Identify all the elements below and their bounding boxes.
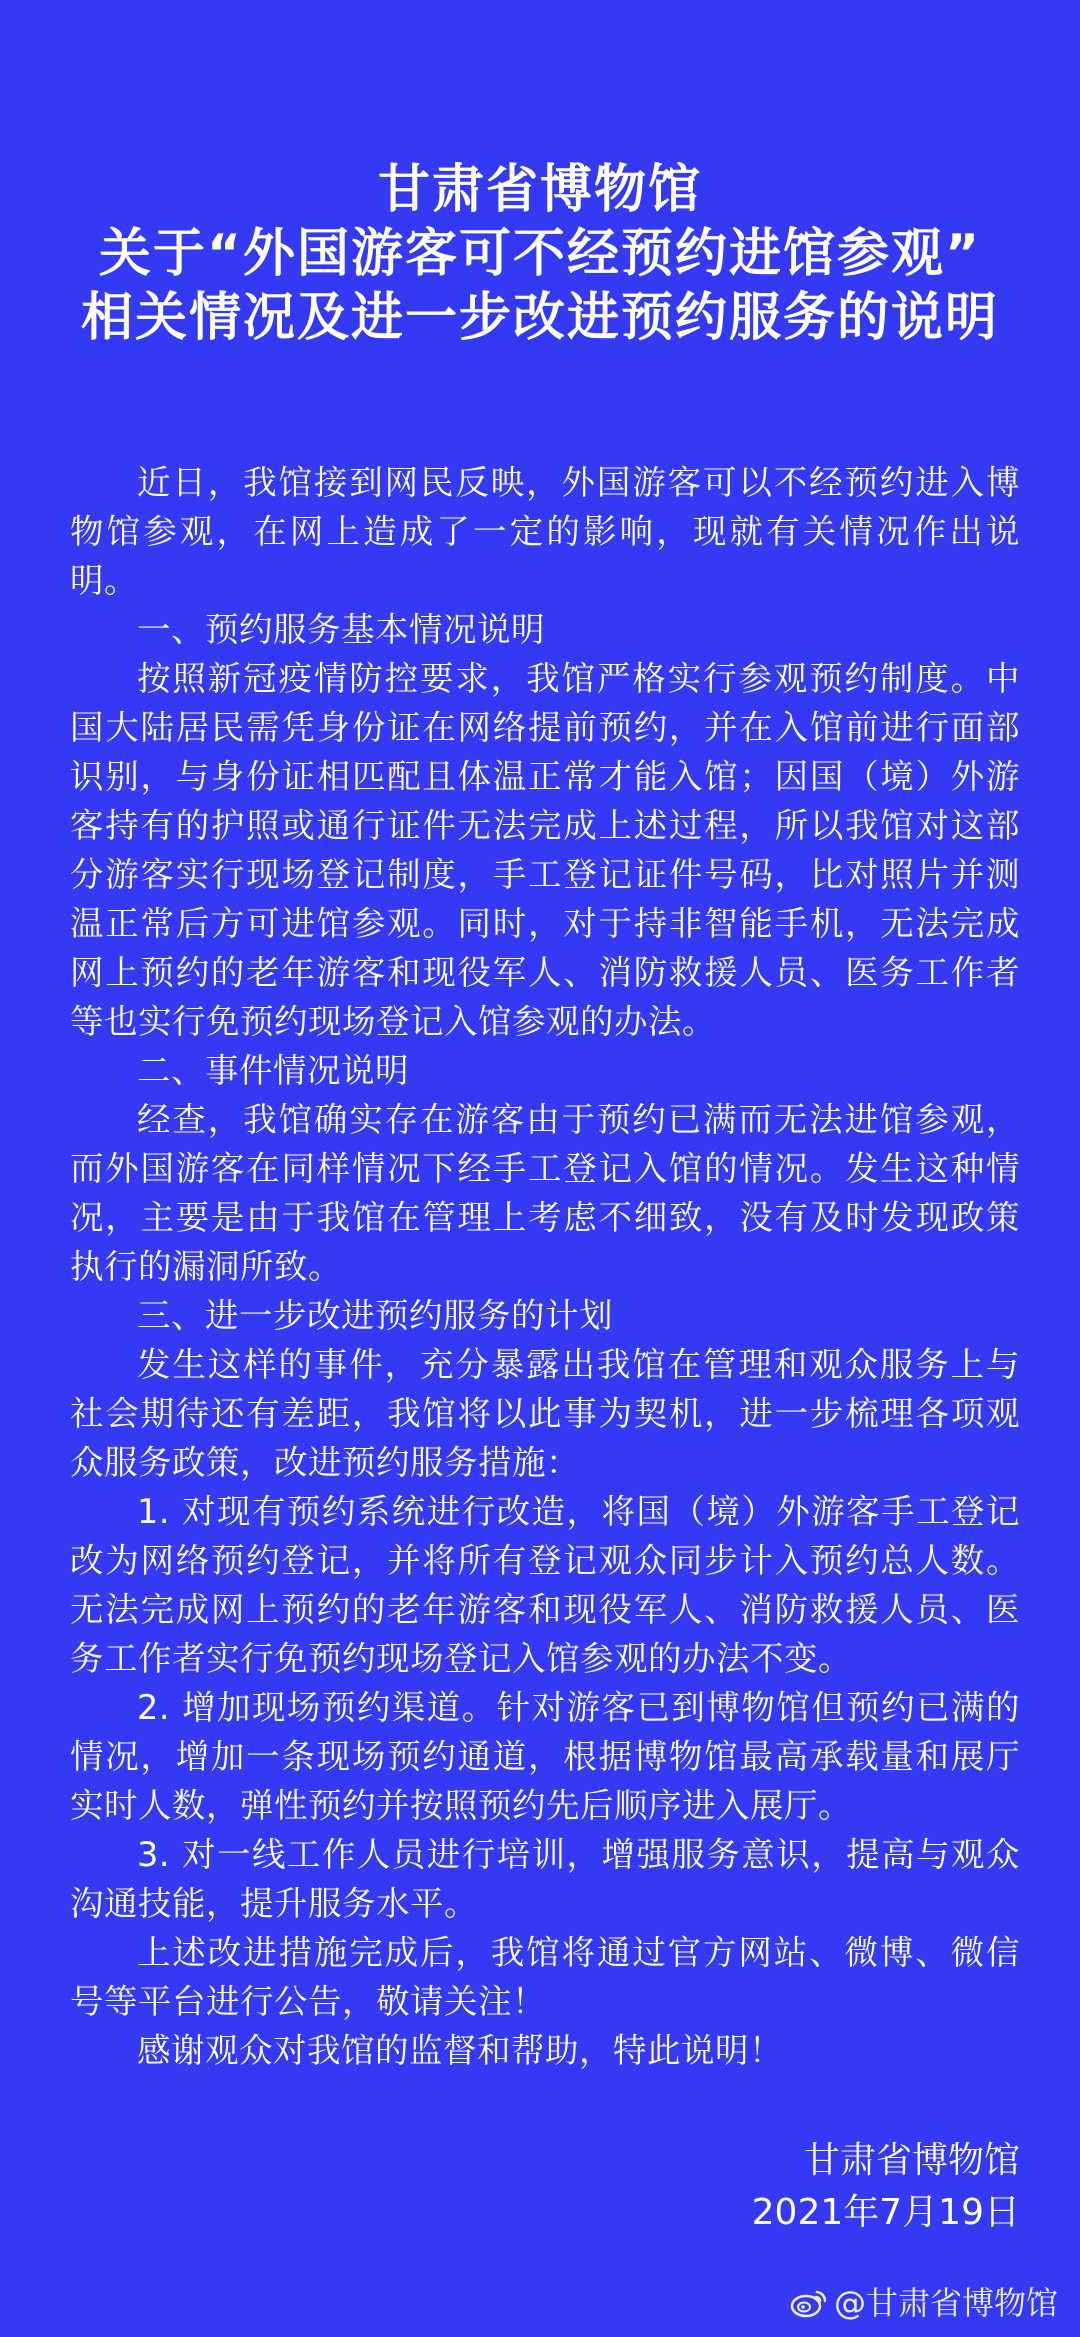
section-heading-3: 三、进一步改进预约服务的计划 <box>137 1296 613 1335</box>
signature-organization: 甘肃省博物馆 <box>803 2140 1020 2181</box>
signature-block <box>752 2135 1020 2239</box>
thanks-paragraph: 感谢观众对我馆的监督和帮助，特此说明！ <box>137 2031 783 2070</box>
title-line-1: 甘肃省博物馆 <box>377 160 702 220</box>
section-heading-1: 一、预约服务基本情况说明 <box>137 610 545 649</box>
intro-paragraph: 近日，我馆接到网民反映，外国游客可以不经预约进入博物馆参观，在网上造成了一定的影响，现就有关情况作出说明。 <box>70 463 1020 600</box>
statement-body <box>70 458 1020 2075</box>
section-2-paragraph: 经查，我馆确实存在游客由于预约已满而无法进馆参观，而外国游客在同样情况下经手工登记入馆的情况。发生这种情况，主要是由于我馆在管理上考虑不细致，没有及时发现政策执行的漏洞所致。 <box>70 1100 1020 1286</box>
section-3-intro: 发生这样的事件，充分暴露出我馆在管理和观众服务上与社会期待还有差距，我馆将以此事为契机，进一步梳理各项观众服务政策，改进预约服务措施： <box>70 1345 1020 1482</box>
signature-date: 2021年7月19日 <box>751 2192 1020 2233</box>
page-title <box>0 158 1080 350</box>
section-1-paragraph: 按照新冠疫情防控要求，我馆严格实行参观预约制度。中国大陆居民需凭身份证在网络提前预约，并在入馆前进行面部识别，与身份证相匹配且体温正常才能入馆；因国（境）外游客持有的护照或通行证件无法完成上述过程，所以我馆对这部分游客实行现场登记制度，手工登记证件号码，比对照片并测温正常后方可进馆参观。同时，对于持非智能手机，无法完成网上预约的老年游客和现役军人、消防救援人员、医务工作者等也实行免预约现场登记入馆参观的办法。 <box>70 659 1020 1041</box>
measure-item-1: 1. 对现有预约系统进行改造，将国（境）外游客手工登记改为网络预约登记，并将所有登记观众同步计入预约总人数。无法完成网上预约的老年游客和现役军人、消防救援人员、医务工作者实行免预约现场登记入馆参观的办法不变。 <box>70 1492 1020 1678</box>
weibo-watermark <box>790 2283 1058 2323</box>
measure-item-2: 2. 增加现场预约渠道。针对游客已到博物馆但预约已满的情况，增加一条现场预约通道，根据博物馆最高承载量和展厅实时人数，弹性预约并按照预约先后顺序进入展厅。 <box>70 1688 1020 1825</box>
section-heading-2: 二、事件情况说明 <box>137 1051 409 1090</box>
title-line-3: 相关情况及进一步改进预约服务的说明 <box>80 288 999 348</box>
title-line-2: 关于“外国游客可不经预约进馆参观” <box>98 224 982 284</box>
watermark-text: @甘肃省博物馆 <box>833 2284 1058 2322</box>
measure-item-3: 3. 对一线工作人员进行培训，增强服务意识，提高与观众沟通技能，提升服务水平。 <box>70 1835 1020 1923</box>
weibo-icon <box>790 2287 828 2319</box>
announcement-paragraph: 上述改进措施完成后，我馆将通过官方网站、微博、微信号等平台进行公告，敬请关注！ <box>70 1933 1020 2021</box>
